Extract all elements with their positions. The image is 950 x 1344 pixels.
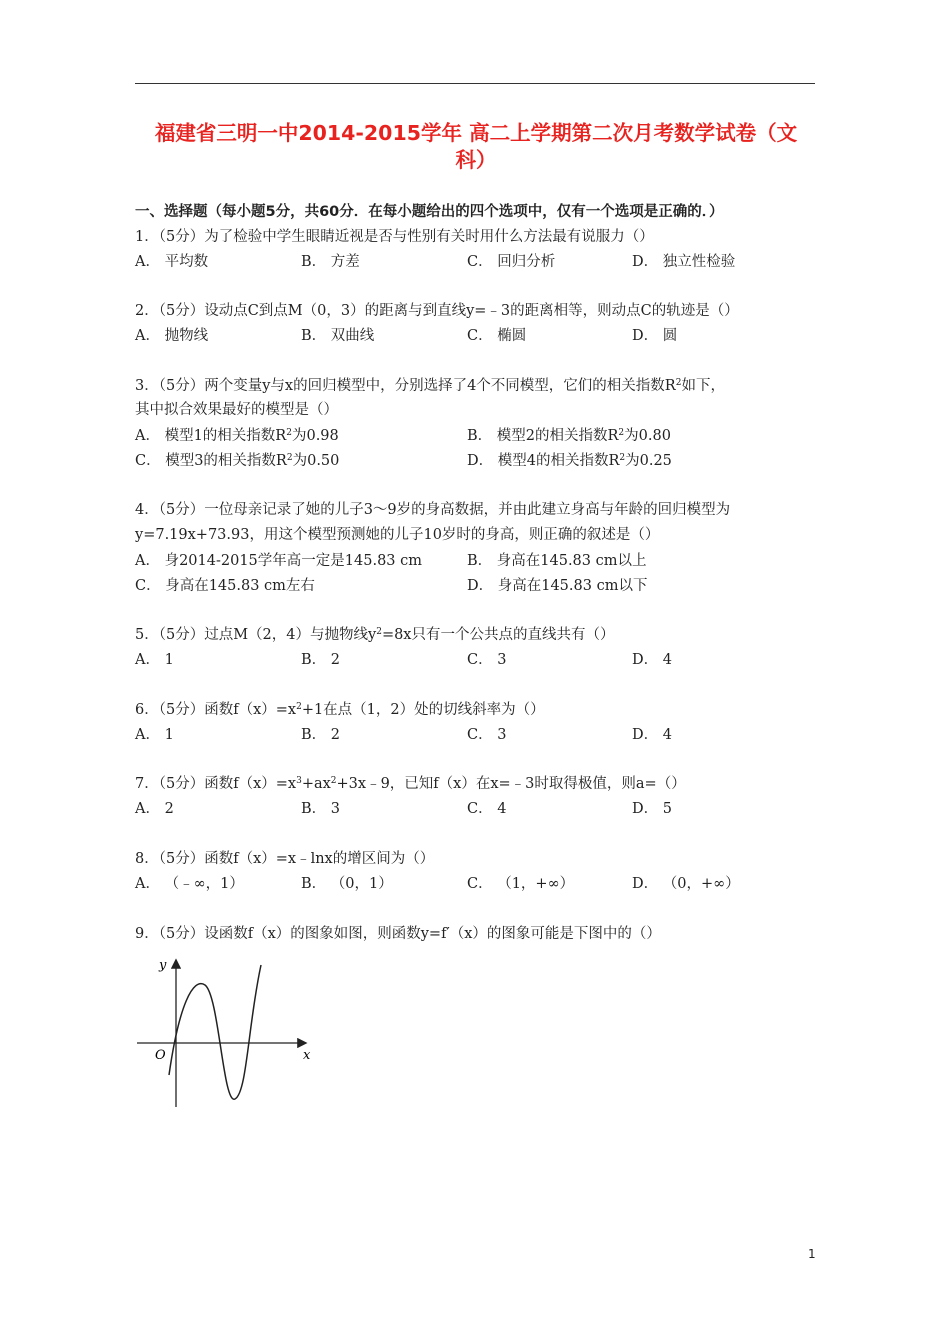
q4-option-b: B． 身高在145.83 cm以上 [467, 553, 647, 569]
superscript: 2 [675, 378, 682, 388]
question-4-stem-line-2: y=7.19x+73.93，用这个模型预测她的儿子10岁时的身高，则正确的叙述是（） [135, 527, 660, 543]
q2-option-d: D． 圆 [632, 328, 678, 344]
q4-option-c: C． 身高在145.83 cm左右 [135, 578, 315, 594]
q6-option-a: A． 1 [135, 727, 174, 743]
q6-option-b: B． 2 [301, 727, 340, 743]
q3-option-b [467, 426, 671, 446]
q5-stem-text-end: =8x只有一个公共点的直线共有（） [381, 627, 615, 643]
function-curve [169, 965, 261, 1099]
question-5-stem [135, 625, 615, 645]
q3-option-a [135, 426, 339, 446]
q5-option-d: D． 4 [632, 652, 672, 668]
q2-option-a: A． 抛物线 [135, 328, 209, 344]
q8-option-d: D． （0，+∞） [632, 876, 740, 892]
q3-option-c [135, 451, 339, 471]
option-text: 为0.50 [292, 453, 340, 469]
q1-option-c: C． 回归分析 [467, 254, 556, 270]
x-axis-label: x [303, 1048, 311, 1063]
page-title [135, 120, 817, 174]
q7-stem-text: +ax [301, 776, 331, 792]
option-text: D． 模型4的相关指数R [467, 453, 620, 469]
q7-option-d: D． 5 [632, 801, 672, 817]
question-2-stem: 2．（5分）设动点C到点M（0，3）的距离与到直线y=﹣3的距离相等，则动点C的轨迹是（） [135, 303, 739, 319]
option-text: 为0.80 [624, 428, 671, 444]
origin-label: O [155, 1048, 166, 1063]
function-graph [133, 955, 323, 1110]
q7-option-c: C． 4 [467, 801, 507, 817]
q6-option-c: C． 3 [467, 727, 507, 743]
question-6-stem [135, 700, 545, 720]
question-8-stem: 8．（5分）函数f（x）=x﹣lnx的增区间为（） [135, 851, 435, 867]
q2-option-b: B． 双曲线 [301, 328, 375, 344]
superscript: 2 [330, 776, 337, 786]
q5-option-a: A． 1 [135, 652, 174, 668]
q5-option-c: C． 3 [467, 652, 507, 668]
q3-stem-text: 3．（5分）两个变量y与x的回归模型中，分别选择了4个不同模型，它们的相关指数R [135, 378, 676, 394]
q4-option-d: D． 身高在145.83 cm以下 [467, 578, 648, 594]
superscript: 2 [286, 453, 293, 463]
superscript: 3 [296, 776, 302, 786]
q2-option-c: C． 椭圆 [467, 328, 527, 344]
q6-option-d: D． 4 [632, 727, 672, 743]
q6-stem-text-end: +1在点（1，2）处的切线斜率为（） [301, 702, 545, 718]
title-line-1: 福建省三明一中2014-2015学年 高二上学期第二次月考数学试卷（文 [154, 121, 798, 145]
q1-option-a: A． 平均数 [135, 254, 209, 270]
superscript: 2 [376, 627, 382, 637]
option-text: C． 模型3的相关指数R [135, 453, 287, 469]
question-9-stem: 9．（5分）设函数f（x）的图象如图，则函数y=f′（x）的图象可能是下图中的（） [135, 926, 661, 942]
question-1-stem: 1．（5分）为了检验中学生眼睛近视是否与性别有关时用什么方法最有说服力（） [135, 229, 654, 245]
question-3-stem-line-1 [135, 376, 725, 396]
q5-option-b: B． 2 [301, 652, 340, 668]
superscript: 2 [619, 453, 626, 463]
question-3-stem-line-2: 其中拟合效果最好的模型是（） [135, 402, 338, 418]
page-number: 1 [808, 1247, 816, 1261]
q4-option-a: A． 身2014-2015学年高一定是145.83 cm [135, 553, 422, 569]
superscript: 2 [296, 702, 302, 712]
superscript: 2 [286, 428, 292, 438]
q6-stem-text: 6．（5分）函数f（x）=x [135, 702, 297, 718]
q8-option-b: B． （0，1） [301, 876, 393, 892]
question-4-stem-line-1: 4．（5分）一位母亲记录了她的儿子3～9岁的身高数据，并由此建立身高与年龄的回归模型为 [135, 502, 731, 518]
q3-stem-text-end: 如下， [681, 378, 725, 394]
question-7-stem [135, 774, 686, 794]
q1-option-b: B． 方差 [301, 254, 360, 270]
q7-option-b: B． 3 [301, 801, 340, 817]
header-rule [135, 83, 815, 84]
q7-stem-text-end: +3x﹣9，已知f（x）在x=﹣3时取得极值，则a=（） [336, 776, 686, 792]
q8-option-c: C． （1，+∞） [467, 876, 575, 892]
section-heading: 一、选择题（每小题5分，共60分．在每小题给出的四个选项中，仅有一个选项是正确的．） [135, 204, 724, 220]
title-line-2: 科） [455, 148, 497, 172]
superscript: 2 [618, 428, 625, 438]
option-text: 为0.98 [291, 428, 339, 444]
q1-option-d: D． 独立性检验 [632, 254, 736, 270]
option-text: A． 模型1的相关指数R [135, 428, 287, 444]
q7-stem-text: 7．（5分）函数f（x）=x [135, 776, 297, 792]
q7-option-a: A． 2 [135, 801, 174, 817]
option-text: B． 模型2的相关指数R [467, 428, 619, 444]
q3-option-d [467, 451, 672, 471]
q5-stem-text: 5．（5分）过点M（2，4）与抛物线y [135, 627, 377, 643]
q8-option-a: A． （﹣∞，1） [135, 876, 244, 892]
y-axis-label: y [159, 958, 167, 973]
option-text: 为0.25 [625, 453, 672, 469]
